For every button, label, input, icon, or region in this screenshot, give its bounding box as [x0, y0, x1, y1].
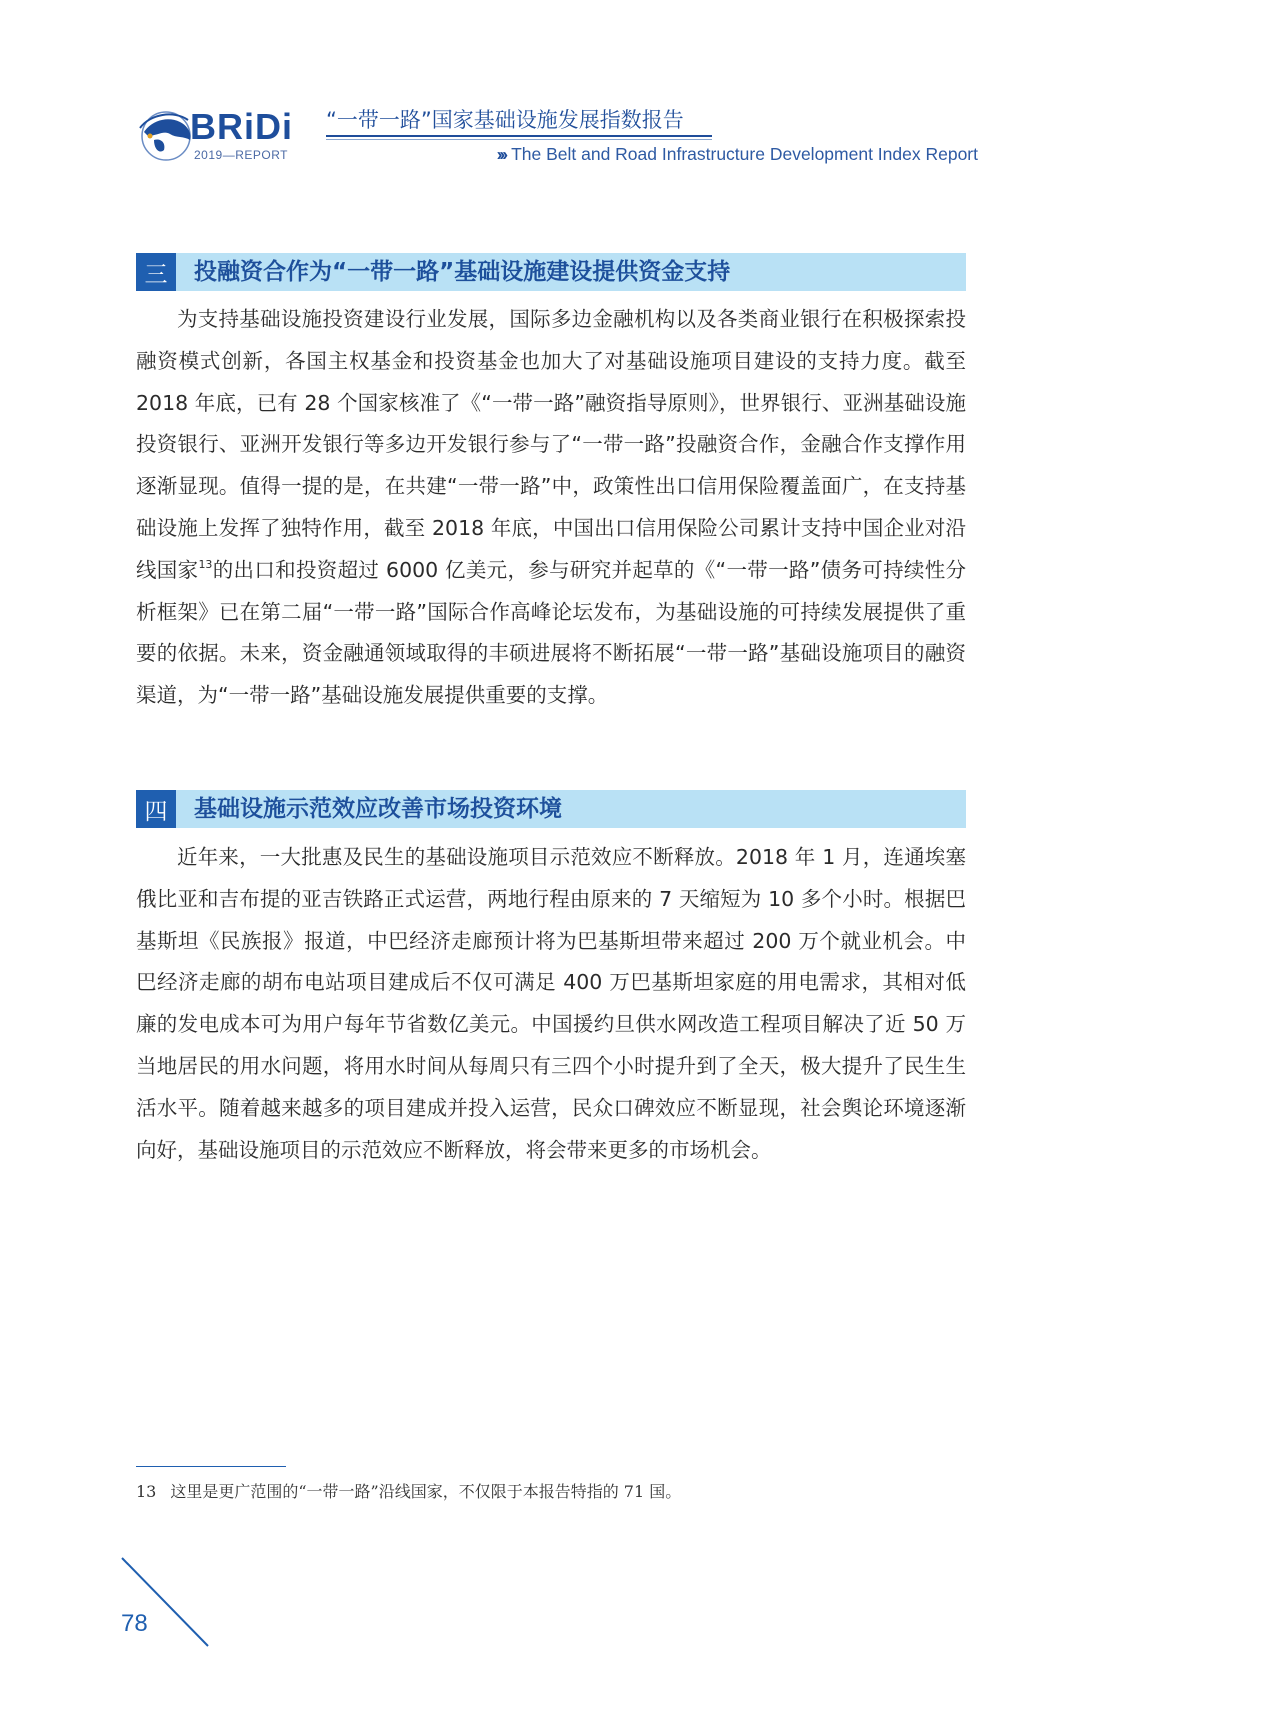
footnote-ref: 13: [198, 557, 213, 571]
footnote-rule: [136, 1466, 286, 1467]
section-4-paragraph: 近年来，一大批惠及民生的基础设施项目示范效应不断释放。2018 年 1 月，连通埃塞俄比亚和吉布提的亚吉铁路正式运营，两地行程由原来的 7 天缩短为 10 多个小时。根据巴基斯坦《民族报》报道，中巴经济走廊预计将为巴基斯坦带来超过 200 万个就业机会。中巴经济走廊的胡布电站项目建成后不仅可满足 400 万巴基斯坦家庭的用电需求，其相对低廉的发电成本可为用户每年节省数亿美元。中国援约旦供水网改造工程项目解决了近 50 万当地居民的用水问题，将用水时间从每周只有三四个小时提升到了全天，极大提升了民生生活水平。随着越来越多的项目建成并投入运营，民众口碑效应不断显现，社会舆论环境逐渐向好，基础设施项目的示范效应不断释放，将会带来更多的市场机会。: [136, 845, 966, 1162]
logo-subtitle: 2019—REPORT: [194, 148, 288, 162]
header-rule-thin: [326, 139, 712, 140]
header-rule: [326, 135, 712, 137]
paragraph-text-after-note: 的出口和投资超过 6000 亿美元，参与研究并起草的《“一带一路”债务可持续性分析框架》已在第二届“一带一路”国际合作高峰论坛发布，为基础设施的可持续发展提供了重要的依据。未来，资金融通领域取得的丰硕进展将不断拓展“一带一路”基础设施项目的融资渠道，为“一带一路”基础设施发展提供重要的支撑。: [136, 557, 967, 708]
section-title: 基础设施示范效应改善市场投资环境: [194, 796, 562, 822]
logo-wordmark: BRiDi: [190, 106, 293, 147]
section-number: 四: [136, 790, 176, 828]
globe-icon: [136, 106, 196, 162]
report-title-en: [497, 144, 978, 165]
footnote-number: 13: [136, 1482, 157, 1501]
bridi-logo: [136, 106, 301, 166]
report-title-en-text: The Belt and Road Infrastructure Development Index Report: [511, 144, 978, 164]
footnote-text: 这里是更广范围的“一带一路”沿线国家，不仅限于本报告特指的 71 国。: [170, 1482, 682, 1501]
section-heading-3: [136, 253, 966, 291]
report-title-cn: “一带一路”国家基础设施发展指数报告: [326, 108, 684, 132]
page-number: 78: [121, 1610, 148, 1637]
section-heading-4: [136, 790, 966, 828]
section-title: 投融资合作为“一带一路”基础设施建设提供资金支持: [194, 259, 731, 285]
paragraph-text-before-note: 为支持基础设施投资建设行业发展，国际多边金融机构以及各类商业银行在积极探索投融资模式创新，各国主权基金和投资基金也加大了对基础设施项目建设的支持力度。截至 2018 年底，已有 28 个国家核准了《“一带一路”融资指导原则》，世界银行、亚洲基础设施投资银行、亚洲开发银行等多边开发银行参与了“一带一路”投融资合作，金融合作支撑作用逐渐显现。值得一提的是，在共建“一带一路”中，政策性出口信用保险覆盖面广，在支持基础设施上发挥了独特作用，截至 2018 年底，中国出口信用保险公司累计支持中国企业对沿线国家: [136, 307, 966, 582]
section-number: 三: [136, 253, 176, 291]
section-3-paragraph: [136, 299, 966, 717]
chevrons-icon: ›››: [496, 144, 506, 164]
footnote: [136, 1479, 681, 1502]
report-header: [136, 100, 978, 170]
